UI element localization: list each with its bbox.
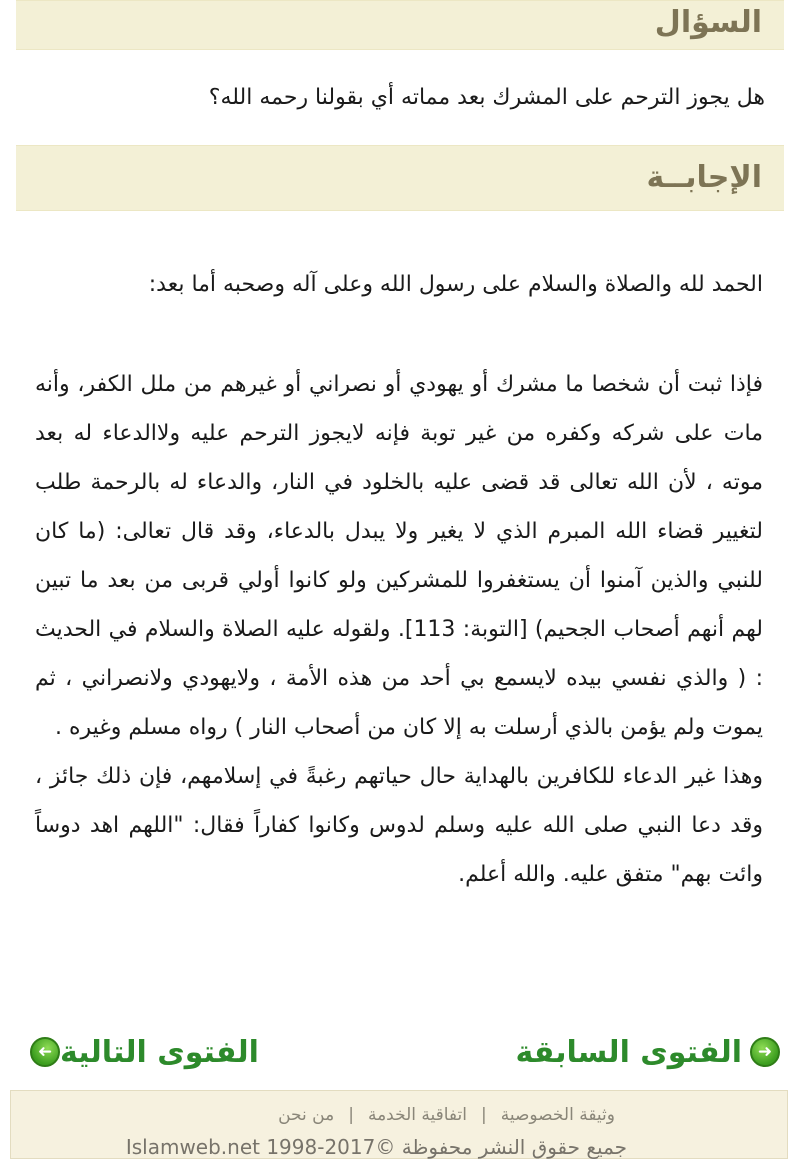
next-fatwa-label: الفتوى التالية [60, 1034, 259, 1070]
answer-paragraph: وهذا غير الدعاء للكافرين بالهداية حال حياتهم رغبةً في إسلامهم، فإن ذلك جائز ، وقد دعا النبي صلى الله عليه وسلم لدوس وكانوا كفاراً فقال: "اللهم اهد دوساً وائت بهم" متفق عليه. والله أعلم. [35, 764, 763, 887]
question-text: هل يجوز الترحم على المشرك بعد مماته أي بقولنا رحمه الله؟ [208, 85, 765, 110]
arrow-right-icon: ➜ [750, 1037, 780, 1067]
answer-body [35, 360, 763, 899]
terms-of-service-link[interactable]: اتفاقية الخدمة [367, 1105, 467, 1125]
question-header [16, 0, 784, 50]
footer-separator: | [348, 1105, 354, 1125]
next-fatwa-link[interactable] [20, 1026, 259, 1078]
privacy-policy-link[interactable]: وثيقة الخصوصية [500, 1105, 615, 1125]
previous-fatwa-link[interactable] [515, 1026, 780, 1078]
answer-header [16, 145, 784, 211]
arrow-left-icon: ➜ [30, 1037, 60, 1067]
footer-separator: | [480, 1105, 487, 1125]
about-us-link[interactable]: من نحن [278, 1105, 335, 1125]
previous-fatwa-label: الفتوى السابقة [515, 1034, 742, 1070]
footer-links [278, 1105, 615, 1125]
footer [10, 1090, 788, 1159]
answer-opening: الحمد لله والصلاة والسلام على رسول الله وعلى آله وصحبه أما بعد: [148, 272, 763, 297]
question-header-label: السؤال [654, 5, 762, 40]
copyright-text: جميع حقوق النشر محفوظة ©Islamweb.net 1998-2017 [125, 1135, 627, 1159]
answer-header-label: الإجابــة [646, 160, 762, 195]
answer-paragraph: فإذا ثبت أن شخصا ما مشرك أو يهودي أو نصراني أو غيرهم من ملل الكفر، وأنه مات على شركه وكفره من غير توبة فإنه لايجوز الترحم عليه ولاالدعاء له بعد موته ، لأن الله تعالى قد قضى عليه بالخلود في النار، والدعاء له بالرحمة طلب لتغيير قضاء الله المبرم الذي لا يغير ولا يبدل بالدعاء، وقد قال تعالى: (ما كان للنبي والذين آمنوا أن يستغفروا للمشركين ولو كانوا أولي قربى من بعد ما تبين لهم أنهم أصحاب الجحيم) [التوبة: 113]. ولقوله عليه الصلاة والسلام في الحديث : ( والذي نفسي بيده لايسمع بي أحد من هذه الأمة ، ولايهودي ولانصراني ، ثم يموت ولم يؤمن بالذي أرسلت به إلا كان من أصحاب النار ) رواه مسلم وغيره . [35, 372, 763, 740]
